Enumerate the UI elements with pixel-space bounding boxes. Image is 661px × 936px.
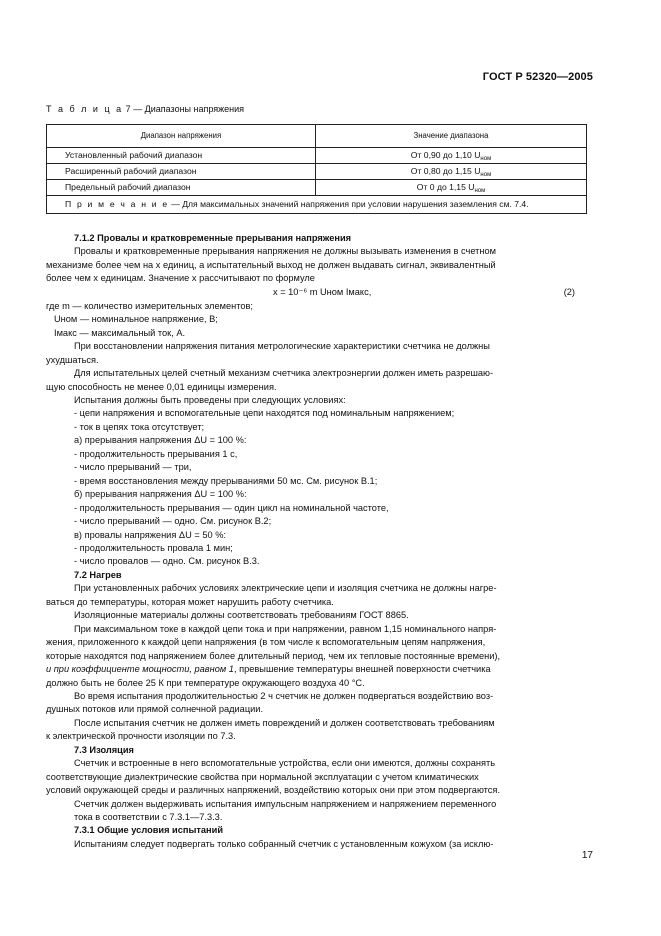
table-header-range: Диапазон напряжения — [47, 125, 316, 148]
paragraph-line: Изоляционные материалы должны соответствовать требованиям ГОСТ 8865. — [74, 610, 409, 621]
paragraph-line: к электрической прочности изоляции по 7.3. — [46, 731, 236, 742]
paragraph-line: Испытания должны быть проведены при следующих условиях: — [74, 394, 346, 405]
table-cell-name: Расширенный рабочий диапазон — [47, 164, 316, 180]
table-cell-value: От 0,80 до 1,15 $U_{ном}$ — [316, 164, 587, 180]
list-item: - продолжительность прерывания — один цикл на номинальной частоте, — [74, 502, 389, 513]
formula: x = 10⁻⁶ m Uном Iмакс, — [273, 286, 372, 297]
list-item: - цепи напряжения и вспомогательные цепи находятся под номинальным напряжением; — [74, 408, 455, 419]
table-cell-value: От 0 до 1,15 $U_{ном}$ — [316, 180, 587, 196]
paragraph-line: и при коэффициенте мощности, равном 1, превышение температуры внешней поверхности счетчика — [46, 664, 491, 675]
table-cell-name: Предельный рабочий диапазон — [47, 180, 316, 196]
table-caption-prefix: Т а б л и ц а — [46, 104, 124, 114]
table-row — [47, 148, 587, 164]
paragraph-line: Счетчик должен выдерживать испытания импульсным напряжением и напряжением переменного — [74, 798, 497, 809]
paragraph-line: которые находятся под напряжением более длительный период, чем их тепловые постоянные времени), — [46, 650, 501, 661]
paragraph-line: должно быть не более 25 К при температуре окружающего воздуха 40 °С. — [46, 677, 365, 688]
table-header-row — [47, 125, 587, 148]
table-note-row — [47, 196, 587, 214]
paragraph-line: щую способность не менее 0,01 единицы измерения. — [46, 381, 277, 392]
list-item: а) прерывания напряжения ΔU = 100 %: — [74, 435, 247, 446]
list-item: - число прерываний — три, — [74, 462, 192, 473]
list-item: б) прерывания напряжения ΔU = 100 %: — [74, 489, 247, 500]
paragraph-line: механизме более чем на x единиц, а испытательный выход не должен выдавать сигнал, эквивалентный — [46, 259, 496, 270]
table-row — [47, 180, 587, 196]
paragraph-line: При восстановлении напряжения питания метрологические характеристики счетчика не должны — [74, 341, 490, 352]
list-item: - ток в цепях тока отсутствует; — [74, 421, 205, 432]
section-heading-7-1-2: 7.1.2 Провалы и кратковременные прерывания напряжения — [74, 233, 352, 243]
list-item: - продолжительность провала 1 мин; — [74, 542, 233, 553]
list-item: в) провалы напряжения ΔU = 50 %: — [74, 529, 226, 540]
table-note: П р и м е ч а н и е — Для максимальных значений напряжения при условии нарушения заземления см. 7.4. — [47, 196, 587, 214]
document-code: ГОСТ Р 52320—2005 — [482, 71, 593, 83]
where-line: где m — количество измерительных элементов; — [46, 300, 253, 311]
page-number: 17 — [581, 850, 593, 861]
paragraph-line: условий окружающей среды и различных напряжений, воздействию которых они при этом подвергаются. — [46, 785, 501, 796]
paragraph-line: Провалы и кратковременные прерывания напряжения не должны вызывать изменения в счетном — [74, 246, 497, 257]
paragraph-line: тока в соответствии с 7.3.1—7.3.3. — [74, 812, 223, 823]
list-item: - число прерываний — одно. См. рисунок В.2; — [74, 516, 272, 527]
paragraph-line: более чем x единицам. Значение x рассчитывают по формуле — [46, 273, 315, 284]
voltage-ranges-table — [46, 124, 587, 214]
paragraph-line: После испытания счетчик не должен иметь повреждений и должен соответствовать требованиям — [74, 717, 495, 728]
table-row — [47, 164, 587, 180]
body-text — [46, 232, 587, 851]
table-caption-text: 7 — Диапазоны напряжения — [125, 104, 245, 114]
paragraph-line: При максимальном токе в каждой цепи тока и при напряжении, равном 1,15 номинального напря- — [74, 623, 497, 634]
paragraph-line: соответствующие диэлектрические свойства при нормальной эксплуатации с учетом климатических — [46, 771, 479, 782]
formula-line — [46, 286, 587, 300]
formula-number: (2) — [563, 286, 575, 297]
paragraph-line: жения, приложенного к каждой цепи напряжения (в том числе к вспомогательным цепям напряжения, — [46, 637, 486, 648]
paragraph-line: ухудшаться. — [46, 354, 99, 365]
list-item: - продолжительность прерывания 1 с, — [74, 448, 238, 459]
paragraph-line: Испытаниям следует подвергать только собранный счетчик с установленным кожухом (за исклю- — [74, 838, 494, 849]
table-cell-name: Установленный рабочий диапазон — [47, 148, 316, 164]
section-heading-7-3: 7.3 Изоляция — [74, 744, 134, 755]
list-item: - время восстановления между прерываниями 50 мс. См. рисунок В.1; — [74, 475, 378, 486]
paragraph-line: Счетчик и встроенные в него вспомогательные устройства, если они имеются, должны сохранять — [74, 758, 496, 769]
paragraph-line: душных потоков или прямой солнечной радиации. — [46, 704, 264, 715]
table-cell-value: От 0,90 до 1,10 $U_{ном}$ — [316, 148, 587, 164]
where-line: Uном — номинальное напряжение, В; — [54, 314, 218, 325]
list-item: - число провалов — одно. См. рисунок В.3. — [74, 556, 260, 567]
section-heading-7-3-1: 7.3.1 Общие условия испытаний — [74, 825, 224, 836]
paragraph-line: ваться до температуры, которая может нарушить работу счетчика. — [46, 596, 334, 607]
paragraph-line: Во время испытания продолжительностью 2 ч счетчик не должен подвергаться воздействию воз- — [74, 690, 494, 701]
paragraph-line: Для испытательных целей счетный механизм счетчика электроэнергии должен иметь разрешаю- — [74, 368, 494, 379]
table-header-value: Значение диапазона — [316, 125, 587, 148]
where-line: Iмакс — максимальный ток, А. — [54, 327, 186, 338]
paragraph-line: При установленных рабочих условиях электрические цепи и изоляция счетчика не должны нагре- — [74, 583, 497, 594]
section-heading-7-2: 7.2 Нагрев — [74, 569, 122, 580]
table-caption — [46, 104, 244, 114]
